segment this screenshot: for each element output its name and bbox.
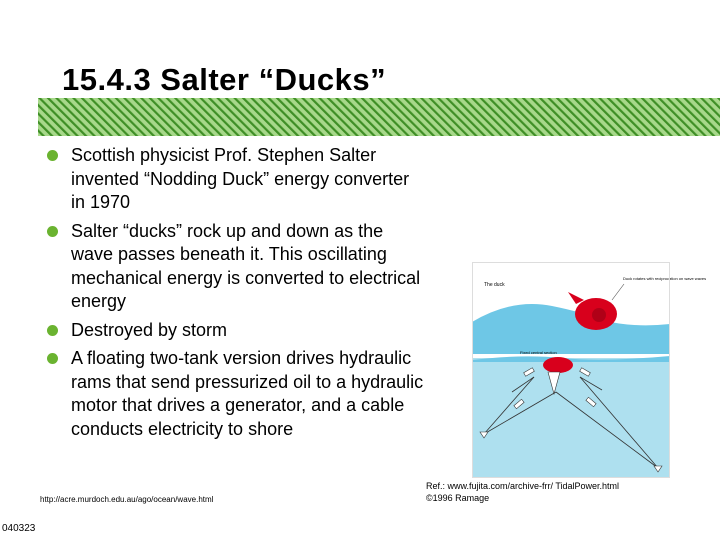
bullet-list: [44, 144, 424, 446]
bullet-text: Scottish physicist Prof. Stephen Salter invented “Nodding Duck” energy converter in 1970: [71, 145, 410, 212]
reference: [426, 480, 716, 504]
bullet-text: A floating two-tank version drives hydraulic rams that send pressurized oil to a hydraulic motor that drives a generator, and a cable conducts electricity to shore: [71, 348, 424, 439]
source-url: http://acre.murdoch.edu.au/ago/ocean/wave.html: [40, 495, 214, 504]
bullet-dot-icon: [47, 353, 58, 364]
reference-line-2: ©1996 Ramage: [426, 493, 490, 503]
bullet-item: [44, 319, 424, 343]
label-callout: Duck rotates with reciprocation on wave waves: [623, 276, 707, 281]
bullet-item: [44, 220, 424, 314]
bullet-text: Destroyed by storm: [71, 319, 228, 340]
salter-duck-diagram: [472, 262, 707, 478]
slide-id: 040323: [2, 523, 36, 534]
bullet-dot-icon: [47, 226, 58, 237]
title-divider: [38, 98, 720, 136]
bullet-dot-icon: [47, 150, 58, 161]
bullet-item: [44, 144, 424, 215]
bullet-text: Salter “ducks” rock up and down as the wave passes beneath it. This oscillating mechanical energy is converted to electrical energy: [71, 220, 421, 311]
reference-line-1: Ref.: www.fujita.com/archive-frr/ TidalPower.html: [426, 481, 620, 491]
slide-title: 15.4.3 Salter “Ducks”: [62, 62, 387, 97]
lower-sea: [472, 358, 670, 478]
bullet-item: [44, 347, 424, 441]
label-duck: The duck: [484, 282, 505, 288]
bullet-dot-icon: [47, 325, 58, 336]
label-section: Fixed central section: [520, 350, 557, 355]
